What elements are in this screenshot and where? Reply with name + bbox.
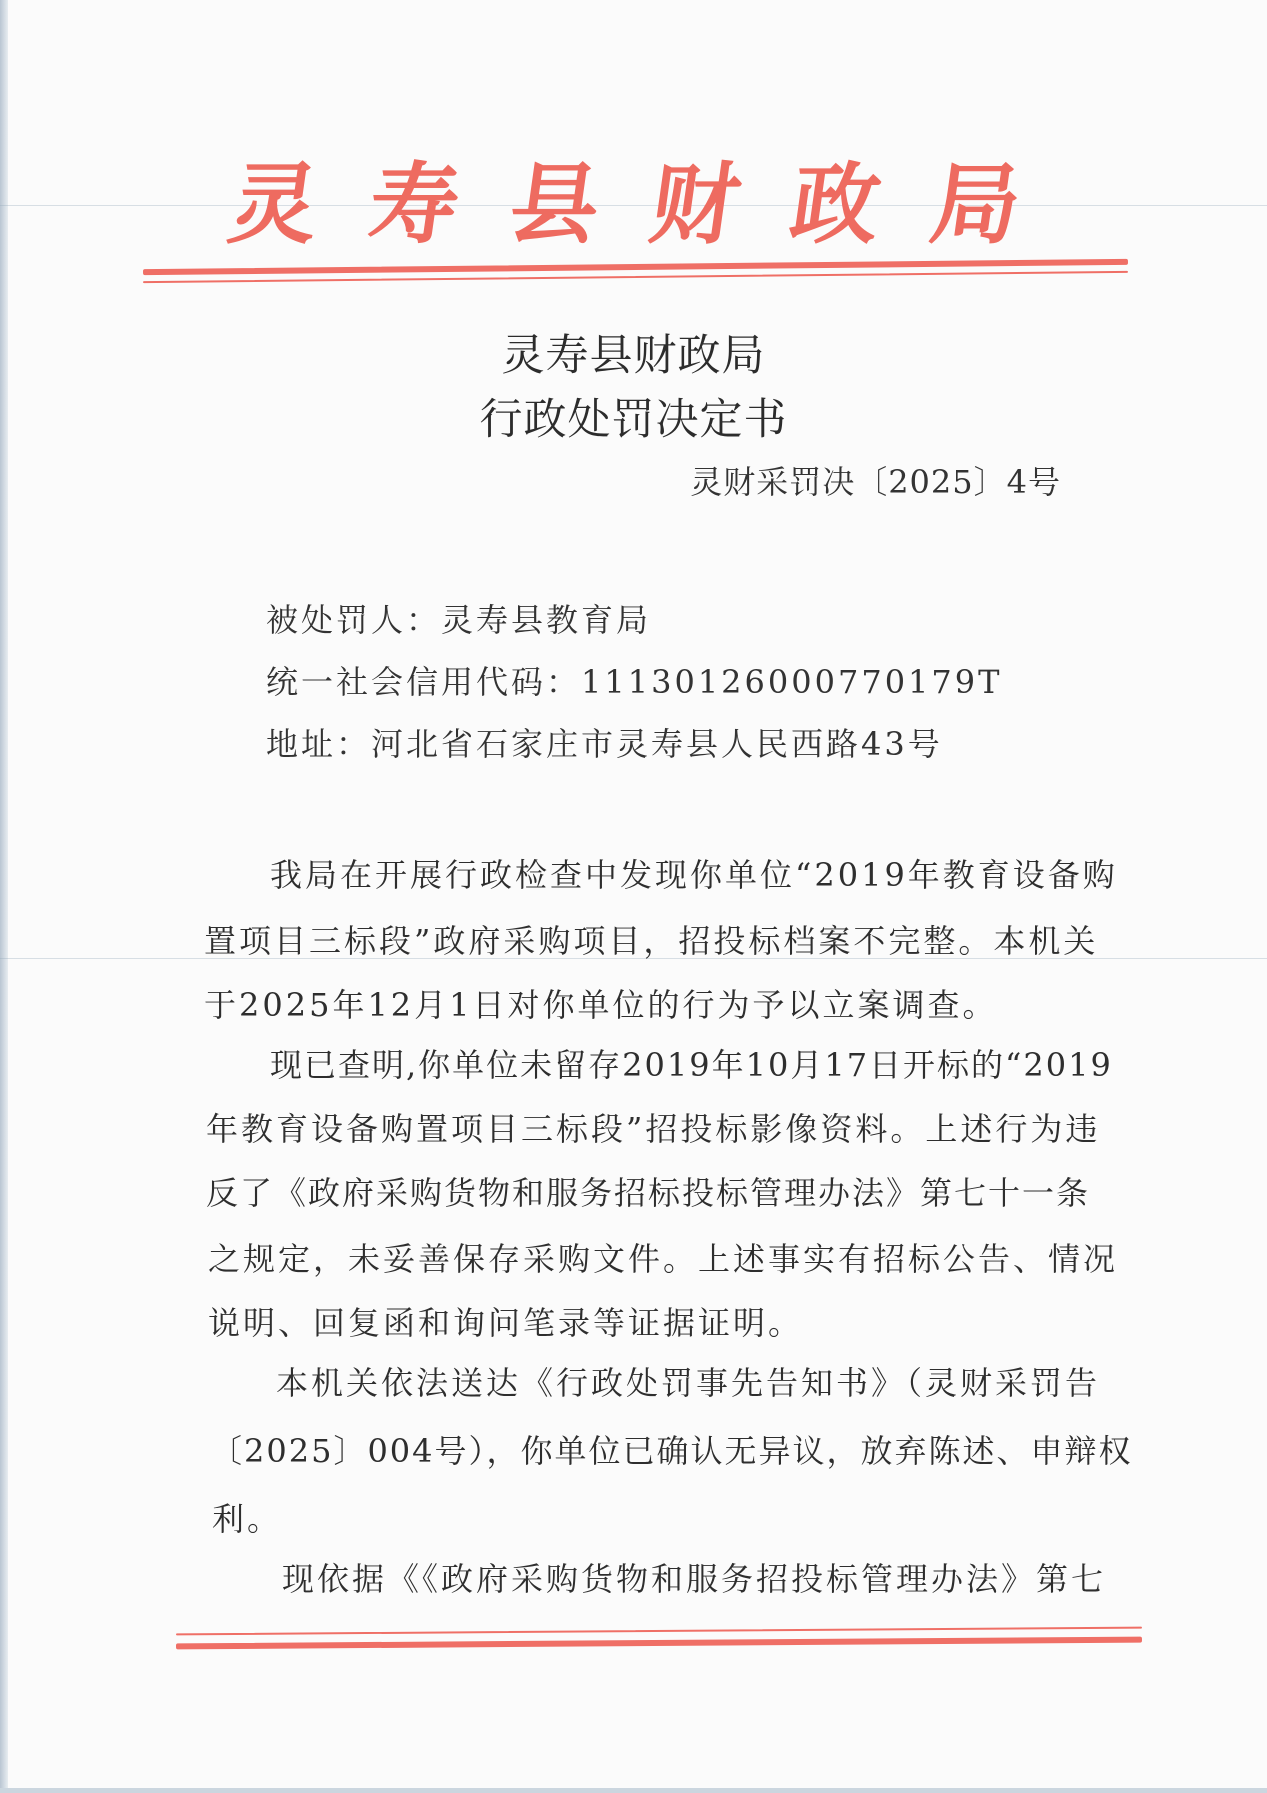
body-line: 年教育设备购置项目三标段”招投标影像资料。上述行为违 [206,1110,1101,1148]
title-document-type: 行政处罚决定书 [479,395,788,445]
body-line: 于2025年12月1日对你单位的行为予以立案调查。 [204,986,998,1024]
document-number: 灵财采罚决〔2025〕4号 [690,463,1061,501]
scan-left-edge [0,0,8,1793]
letterhead-char: 财 [644,153,747,256]
body-line: 本机关依法送达《行政处罚事先告知书》（灵财采罚告 [276,1364,1101,1402]
letterhead-char: 县 [503,153,607,256]
address-label: 地址： [266,725,372,763]
scan-bottom-edge [0,1788,1267,1793]
body-line: 利。 [212,1500,283,1538]
body-line: 说明、回复函和询问笔录等证据证明。 [208,1304,804,1342]
body-line: 反了《政府采购货物和服务招标投标管理办法》第七十一条 [206,1174,1091,1212]
credit-code-label: 统一社会信用代码： [266,663,582,701]
credit-code-value: 11130126000770179T [581,663,1003,701]
title-agency: 灵寿县财政局 [501,331,766,381]
body-line: 我局在开展行政检查中发现你单位“2019年教育设备购 [270,856,1118,894]
body-line: 之规定，未妥善保存采购文件。上述事实有招标公告、情况 [208,1240,1119,1278]
body-line: 现依据《《政府采购货物和服务招投标管理办法》第七 [282,1560,1107,1598]
punished-party-value: 灵寿县教育局 [441,601,652,639]
punished-party-line [266,598,651,642]
credit-code-line [266,660,1002,704]
body-line: 现已查明,你单位未留存2019年10月17日开标的“2019 [270,1046,1113,1084]
letterhead-char: 灵 [222,153,326,256]
letterhead-char: 政 [784,153,887,256]
punished-party-label: 被处罚人： [266,601,442,639]
letterhead [222,150,1027,260]
letterhead-char: 寿 [363,153,466,256]
address-line [266,722,943,766]
body-line: 〔2025〕004号），你单位已确认无异议，放弃陈述、申辩权 [210,1432,1133,1470]
letterhead-char: 局 [924,153,1028,256]
body-line: 置项目三标段”政府采购项目，招投标档案不完整。本机关 [204,922,1099,960]
address-value: 河北省石家庄市灵寿县人民西路43号 [371,725,943,763]
